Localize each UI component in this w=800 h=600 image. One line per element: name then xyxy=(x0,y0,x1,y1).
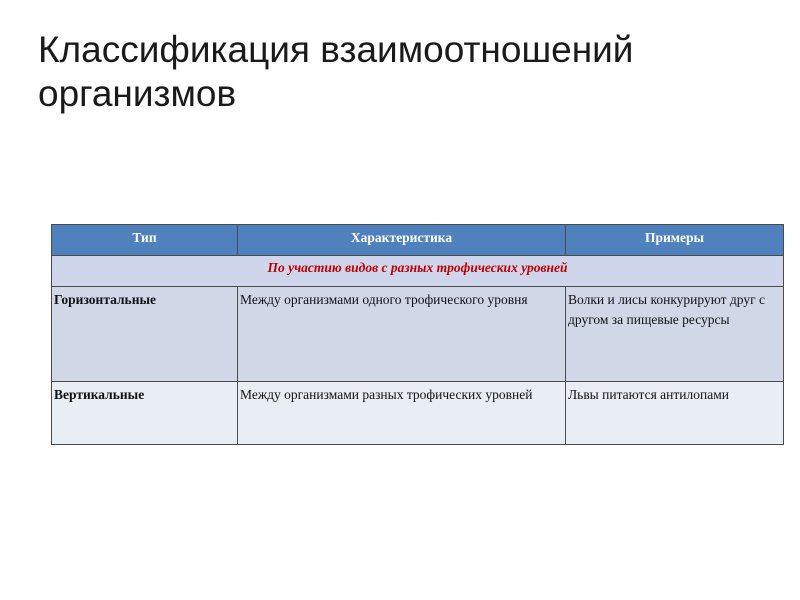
slide-title: Классификация взаимоотношений организмов xyxy=(38,29,634,114)
cell-example: Волки и лисы конкурируют друг с другом за пищевые ресурсы xyxy=(566,287,784,382)
section-row xyxy=(52,256,784,287)
cell-characteristic: Между организмами одного трофического уровня xyxy=(238,287,566,382)
table-header-row xyxy=(52,225,784,256)
cell-type: Горизонтальные xyxy=(52,287,238,382)
cell-characteristic: Между организмами разных трофических уровней xyxy=(238,382,566,445)
table-row xyxy=(52,382,784,445)
classification-table xyxy=(51,224,784,445)
table-row xyxy=(52,287,784,382)
column-header-examples: Примеры xyxy=(566,225,784,256)
section-label: По участию видов с разных трофических уровней xyxy=(52,256,784,287)
cell-type: Вертикальные xyxy=(52,382,238,445)
cell-example: Львы питаются антилопами xyxy=(566,382,784,445)
column-header-type: Тип xyxy=(52,225,238,256)
column-header-characteristic: Характеристика xyxy=(238,225,566,256)
